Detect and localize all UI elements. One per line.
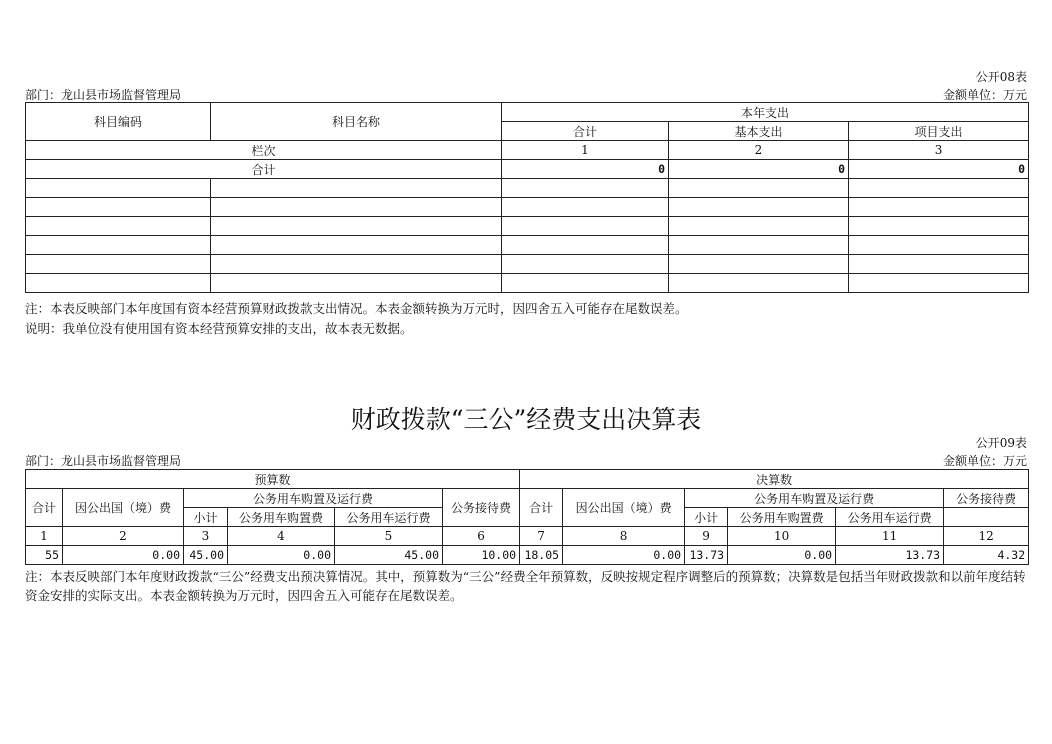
header-current-year-expenditure: 本年支出: [502, 103, 1029, 122]
header-subject-code: 科目编码: [26, 103, 211, 141]
col-num: 1: [26, 527, 63, 546]
col-num: 8: [563, 527, 685, 546]
value-cell: 13.73: [685, 546, 728, 565]
col-num: 5: [335, 527, 443, 546]
header-subject-name: 科目名称: [211, 103, 502, 141]
header-vehicle-expense: 公务用车购置及运行费: [685, 489, 944, 508]
col-num: 4: [228, 527, 335, 546]
header-vehicle-operation: 公务用车运行费: [836, 508, 944, 527]
value-cell: 10.00: [443, 546, 520, 565]
value-cell: 55: [26, 546, 63, 565]
header-total: 合计: [502, 122, 669, 141]
value-cell: 45.00: [184, 546, 228, 565]
unit-label: 金额单位：万元: [942, 88, 1027, 102]
col-num: 3: [184, 527, 228, 546]
sum-total: 0: [502, 160, 669, 179]
table1-note: 注：本表反映部门本年度国有资本经营预算财政拨款支出情况。本表金额转换为万元时，因四舍五入可能存在尾数误差。: [25, 301, 688, 316]
table-row: [26, 217, 1029, 236]
table1-explanation: 说明：我单位没有使用国有资本经营预算安排的支出，故本表无数据。: [25, 321, 413, 336]
header-budget: 预算数: [26, 470, 520, 489]
header-vehicle-operation: 公务用车运行费: [335, 508, 443, 527]
col-num: 7: [520, 527, 563, 546]
header-vehicle-purchase: 公务用车购置费: [728, 508, 836, 527]
data-row: [26, 546, 1029, 565]
sum-basic: 0: [669, 160, 849, 179]
row-col-label: 栏次: [26, 141, 502, 160]
table-row: [26, 236, 1029, 255]
col-num: 10: [728, 527, 836, 546]
header-basic-expenditure: 基本支出: [669, 122, 849, 141]
header-final-accounts: 决算数: [520, 470, 1029, 489]
header-subtotal: 小计: [685, 508, 728, 527]
table2-note: 注：本表反映部门本年度财政拨款“三公”经费支出预决算情况。其中，预算数为“三公”经费全年预算数，反映按规定程序调整后的预算数；决算数是包括当年财政拨款和以前年度结转资金安排的实际支出。本表金额转换为万元时，因四舍五入可能存在尾数误差。: [25, 569, 1026, 603]
column-index-row: [26, 141, 1029, 160]
header-total: 合计: [26, 489, 63, 527]
col-num: 2: [63, 527, 184, 546]
col-num: 6: [443, 527, 520, 546]
col-num: 9: [685, 527, 728, 546]
col-num: 1: [502, 141, 669, 160]
department-label: 部门：龙山县市场监督管理局: [25, 454, 182, 468]
header-subtotal: 小计: [184, 508, 228, 527]
value-cell: 45.00: [335, 546, 443, 565]
state-capital-expenditure-table: [25, 102, 1029, 293]
col-num: 2: [669, 141, 849, 160]
three-public-expenses-table: [25, 469, 1029, 565]
sum-label: 合计: [26, 160, 502, 179]
sum-row: [26, 160, 1029, 179]
col-num: 11: [836, 527, 944, 546]
table-row: [26, 179, 1029, 198]
col-num: 3: [849, 141, 1029, 160]
header-abroad-expense: 因公出国（境）费: [63, 489, 184, 527]
form-number: 公开08表: [975, 70, 1027, 84]
value-cell: 0.00: [63, 546, 184, 565]
unit-label: 金额单位：万元: [942, 454, 1027, 468]
form-number: 公开09表: [975, 436, 1027, 450]
value-cell: 0.00: [728, 546, 836, 565]
value-cell: 4.32: [944, 546, 1029, 565]
table-row: [26, 274, 1029, 293]
header-project-expenditure: 项目支出: [849, 122, 1029, 141]
department-label: 部门：龙山县市场监督管理局: [25, 88, 182, 102]
header-reception-expense: 公务接待费: [944, 489, 1029, 508]
table-row: [26, 198, 1029, 217]
header-vehicle-expense: 公务用车购置及运行费: [184, 489, 443, 508]
header-vehicle-purchase: 公务用车购置费: [228, 508, 335, 527]
header-reception-expense: 公务接待费: [443, 489, 520, 527]
value-cell: 18.05: [520, 546, 563, 565]
column-index-row: [26, 527, 1029, 546]
sum-project: 0: [849, 160, 1029, 179]
page-title: 财政拨款“三公”经费支出决算表: [350, 405, 702, 434]
header-total: 合计: [520, 489, 563, 527]
value-cell: 13.73: [836, 546, 944, 565]
value-cell: 0.00: [563, 546, 685, 565]
col-num: 12: [944, 527, 1029, 546]
table-row: [26, 255, 1029, 274]
value-cell: 0.00: [228, 546, 335, 565]
header-abroad-expense: 因公出国（境）费: [563, 489, 685, 527]
